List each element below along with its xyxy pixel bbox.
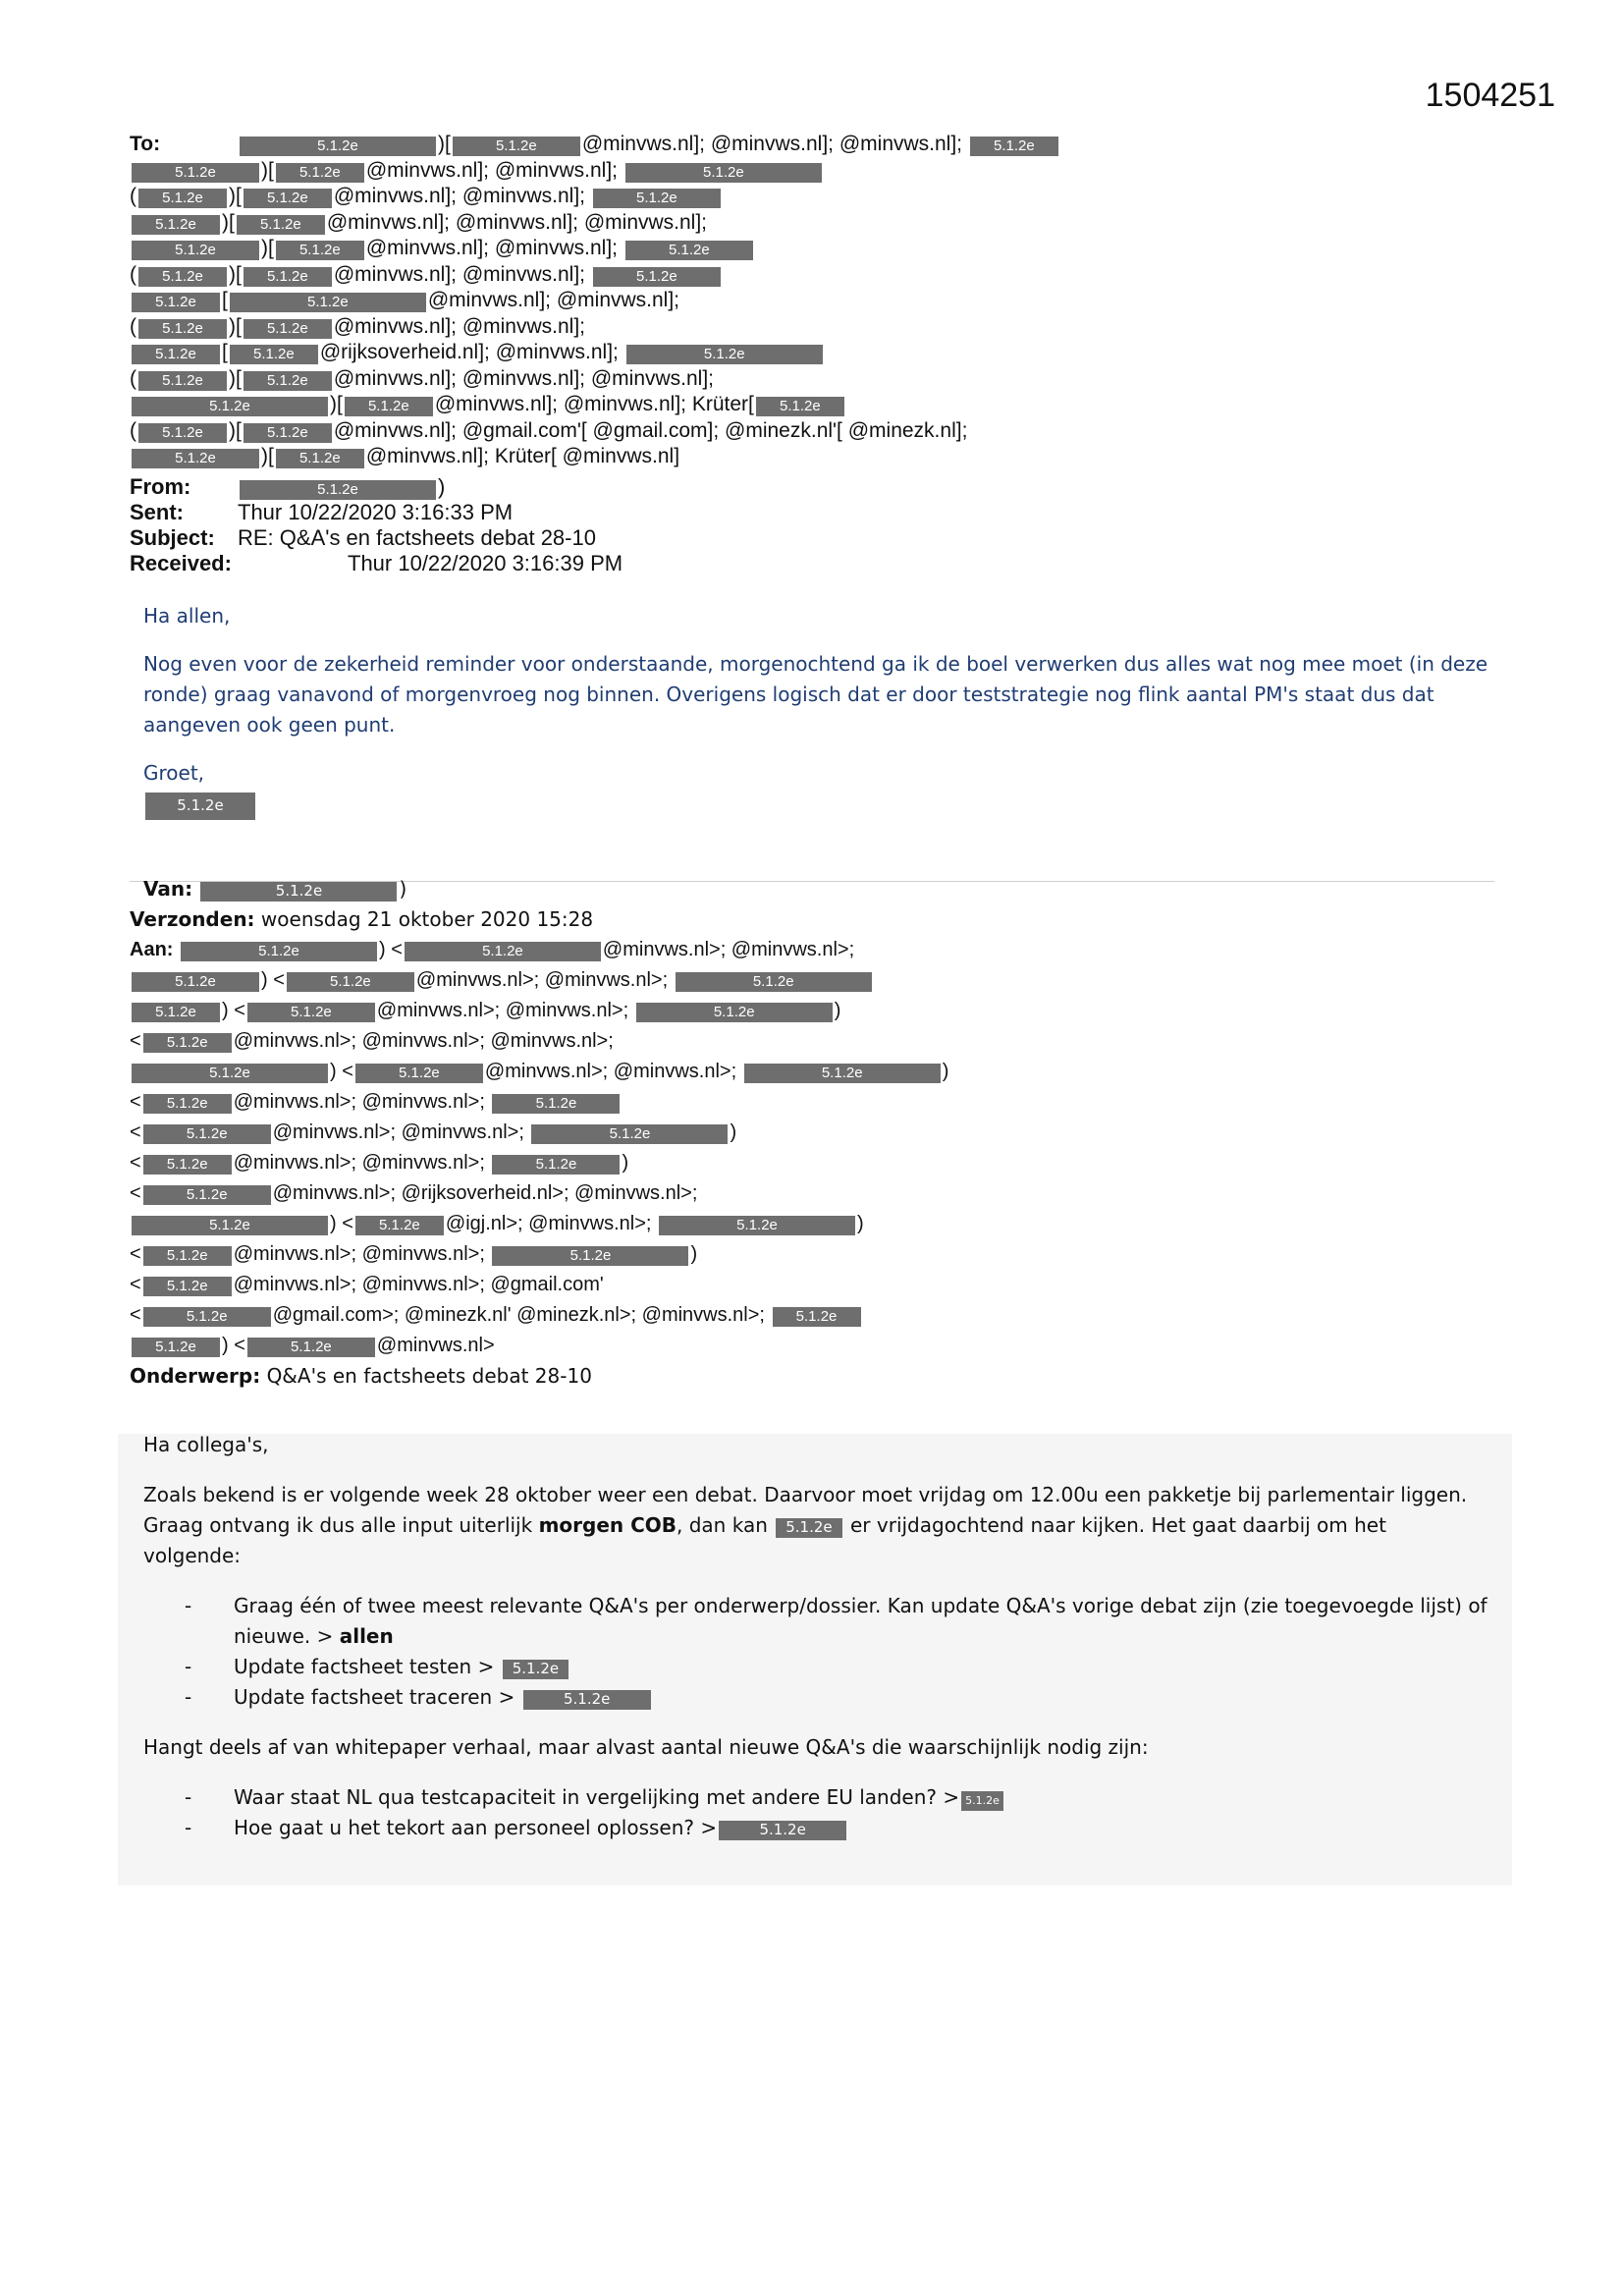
redaction: 5.1.2e — [492, 1094, 620, 1114]
to-line-text: @minvws.nl]; @minvws.nl]; @minvws.nl]; — [333, 366, 715, 390]
redaction: 5.1.2e — [181, 942, 377, 961]
forwarded-body — [143, 1430, 1489, 1863]
redaction: 5.1.2e — [405, 942, 601, 961]
redaction: 5.1.2e — [492, 1246, 688, 1266]
aan-line: < 5.1.2e @minvws.nl>; @minvws.nl>; 5.1.2e ) — [130, 1152, 629, 1174]
redaction: 5.1.2e — [523, 1690, 651, 1710]
redaction: 5.1.2e — [143, 1155, 232, 1175]
redaction: 5.1.2e — [355, 1064, 483, 1083]
redaction: 5.1.2e — [287, 972, 414, 992]
redaction: 5.1.2e — [240, 480, 436, 500]
redaction: 5.1.2e — [744, 1064, 941, 1083]
to-line-text: @minvws.nl]; @minvws.nl]; — [365, 237, 619, 259]
redaction: 5.1.2e — [625, 241, 753, 260]
redaction: 5.1.2e — [132, 345, 220, 364]
redaction: 5.1.2e — [244, 423, 332, 443]
sent-row — [130, 500, 623, 525]
redaction: 5.1.2e — [145, 793, 255, 820]
aan-line-text: @minvws.nl> — [376, 1335, 495, 1356]
redaction: 5.1.2e — [244, 189, 332, 208]
redaction: 5.1.2e — [719, 1821, 846, 1840]
redaction: 5.1.2e — [143, 1033, 232, 1053]
redaction: 5.1.2e — [247, 1338, 375, 1357]
redaction: 5.1.2e — [503, 1660, 568, 1679]
redaction: 5.1.2e — [244, 319, 332, 339]
aan-line-text: @minvws.nl>; @minvws.nl>; — [233, 1091, 485, 1113]
redaction: 5.1.2e — [961, 1791, 1003, 1811]
list-item — [143, 1682, 1489, 1713]
to-line-text: @minvws.nl]; @minvws.nl]; — [333, 262, 586, 286]
aan-line: Aan: 5.1.2e ) < 5.1.2e @minvws.nl>; @minvws.nl>; — [130, 939, 855, 960]
para1-text-b: , dan kan — [677, 1513, 775, 1537]
redaction: 5.1.2e — [132, 449, 259, 468]
redaction: 5.1.2e — [970, 137, 1058, 156]
forwarded-paragraph-1 — [143, 1480, 1489, 1571]
redaction: 5.1.2e — [138, 189, 227, 208]
aan-line: 5.1.2e ) < 5.1.2e @igj.nl>; @minvws.nl>; 5.1.2e ) — [130, 1209, 1504, 1239]
redaction: 5.1.2e — [756, 397, 844, 416]
sent-value: Thur 10/22/2020 3:16:33 PM — [238, 500, 514, 524]
subject-value: RE: Q&A's en factsheets debat 28-10 — [238, 525, 596, 550]
aan-line: < 5.1.2e @minvws.nl>; @minvws.nl>; 5.1.2e ) — [130, 1121, 737, 1143]
redaction: 5.1.2e — [143, 1307, 271, 1327]
redaction: 5.1.2e — [492, 1155, 620, 1175]
redaction: 5.1.2e — [143, 1094, 232, 1114]
redaction: 5.1.2e — [625, 163, 822, 183]
redaction: 5.1.2e — [659, 1216, 855, 1235]
redaction: 5.1.2e — [143, 1277, 232, 1296]
aan-line: 5.1.2e ) < 5.1.2e @minvws.nl>; @minvws.nl>; 5.1.2e ) — [130, 996, 1504, 1026]
aan-line: 5.1.2e ) < 5.1.2e @minvws.nl>; @minvws.nl>; 5.1.2e ) — [130, 1057, 1504, 1087]
redaction: 5.1.2e — [636, 1003, 833, 1022]
to-line-text: @minvws.nl]; @minvws.nl]; — [333, 185, 586, 207]
redaction: 5.1.2e — [453, 137, 580, 156]
aan-line-text: @minvws.nl>; @minvws.nl>; @gmail.com' — [233, 1274, 604, 1295]
to-line: ( 5.1.2e )[ 5.1.2e @minvws.nl]; @minvws.nl]; 5.1.2e — [130, 184, 1504, 210]
to-line: 5.1.2e )[ 5.1.2e @minvws.nl]; @minvws.nl]; 5.1.2e — [130, 158, 1504, 185]
aan-line-text: @minvws.nl>; @rijksoverheid.nl>; @minvws.nl>; — [272, 1182, 698, 1204]
question-list — [143, 1782, 1489, 1843]
redaction: 5.1.2e — [138, 267, 227, 287]
redaction: 5.1.2e — [355, 1216, 444, 1235]
redaction: 5.1.2e — [345, 397, 433, 416]
verzonden-label: Verzonden: — [130, 907, 255, 931]
from-row: From: 5.1.2e ) — [130, 474, 446, 499]
redaction: 5.1.2e — [247, 1003, 375, 1022]
subject-label: Subject: — [130, 525, 215, 550]
redaction: 5.1.2e — [593, 189, 721, 208]
van-row: Van: 5.1.2e ) — [143, 877, 407, 901]
aan-line: 5.1.2e ) < 5.1.2e @minvws.nl>; @minvws.nl>; 5.1.2e — [130, 965, 1504, 996]
to-line: 5.1.2e )[ 5.1.2e @minvws.nl]; @minvws.nl]; @minvws.nl]; — [130, 210, 1504, 237]
to-line: To: 5.1.2e )[ 5.1.2e @minvws.nl]; @minvws.nl]; @minvws.nl]; 5.1.2e — [130, 132, 1504, 158]
redaction: 5.1.2e — [132, 972, 259, 992]
redaction: 5.1.2e — [132, 397, 328, 416]
to-line-text: @minvws.nl]; @minvws.nl]; — [427, 289, 680, 311]
list-item — [143, 1652, 1489, 1682]
reply-body — [143, 601, 1498, 820]
list-item-text: Update factsheet traceren > — [234, 1685, 521, 1709]
list-item-text: Graag één of twee meest relevante Q&A's per onderwerp/dossier. Kan update Q&A's vorige debat zijn (zie toegevoegde lijst) of nieuwe. > — [234, 1594, 1488, 1648]
to-line-text: @minvws.nl]; @gmail.com'[ @gmail.com]; @minezk.nl'[ @minezk.nl]; — [333, 418, 968, 442]
redaction: 5.1.2e — [626, 345, 823, 364]
aan-line: 5.1.2e ) < 5.1.2e @minvws.nl> — [130, 1331, 1504, 1361]
redaction: 5.1.2e — [230, 293, 426, 312]
to-line-text: @minvws.nl]; @minvws.nl]; Krüter[ — [434, 393, 754, 415]
redaction: 5.1.2e — [531, 1124, 728, 1144]
message-meta — [130, 474, 623, 576]
aan-line: < 5.1.2e @minvws.nl>; @minvws.nl>; 5.1.2e — [130, 1087, 1504, 1118]
redaction: 5.1.2e — [200, 882, 397, 902]
aan-line-text: @igj.nl>; @minvws.nl>; — [445, 1213, 652, 1234]
list-item — [143, 1782, 1489, 1813]
aan-line-text: @minvws.nl>; @minvws.nl>; — [415, 969, 669, 991]
redaction: 5.1.2e — [132, 1216, 328, 1235]
redaction: 5.1.2e — [773, 1307, 861, 1327]
to-line: 5.1.2e )[ 5.1.2e @minvws.nl]; @minvws.nl]; 5.1.2e — [130, 236, 1504, 262]
to-line: ( 5.1.2e )[ 5.1.2e @minvws.nl]; @gmail.com'[ @gmail.com]; @minezk.nl'[ @minezk.nl]; — [130, 418, 968, 442]
redaction: 5.1.2e — [132, 163, 259, 183]
aan-line-text: @minvws.nl>; @minvws.nl>; @minvws.nl>; — [233, 1030, 614, 1052]
redaction: 5.1.2e — [132, 215, 220, 235]
redaction: 5.1.2e — [132, 293, 220, 312]
aan-line-text: @gmail.com>; @minezk.nl' @minezk.nl>; @minvws.nl>; — [272, 1304, 765, 1326]
forwarded-paragraph-2: Hangt deels af van whitepaper verhaal, maar alvast aantal nieuwe Q&A's die waarschijnlijk nodig zijn: — [143, 1735, 1149, 1759]
redaction: 5.1.2e — [143, 1124, 271, 1144]
subject-row — [130, 525, 623, 551]
redaction: 5.1.2e — [138, 319, 227, 339]
redaction: 5.1.2e — [676, 972, 872, 992]
redaction: 5.1.2e — [132, 1064, 328, 1083]
verzonden-value: woensdag 21 oktober 2020 15:28 — [260, 907, 594, 931]
list-item-text: Update factsheet testen > — [234, 1655, 501, 1678]
forwarded-greeting: Ha collega's, — [143, 1433, 269, 1456]
aan-block — [130, 935, 1504, 1361]
redaction: 5.1.2e — [276, 449, 364, 468]
aan-line: < 5.1.2e @minvws.nl>; @minvws.nl>; 5.1.2e ) — [130, 1243, 698, 1265]
redaction: 5.1.2e — [138, 423, 227, 443]
to-line-text: @minvws.nl]; @minvws.nl]; — [365, 158, 619, 182]
redaction: 5.1.2e — [240, 137, 436, 156]
redaction: 5.1.2e — [244, 371, 332, 391]
to-line-text: @minvws.nl]; Krüter[ @minvws.nl] — [365, 445, 680, 467]
aan-line-text: @minvws.nl>; @minvws.nl>; — [233, 1243, 485, 1265]
signature-redaction — [143, 789, 1498, 820]
onderwerp-label: Onderwerp: — [130, 1364, 261, 1388]
redaction: 5.1.2e — [244, 267, 332, 287]
to-label: To: — [130, 133, 161, 155]
to-line: 5.1.2e [ 5.1.2e @minvws.nl]; @minvws.nl]; — [130, 288, 1504, 314]
to-line-text: @rijksoverheid.nl]; @minvws.nl]; — [319, 341, 619, 363]
to-line-text: @minvws.nl]; @minvws.nl]; @minvws.nl]; — [326, 210, 708, 234]
reply-paragraph: Nog even voor de zekerheid reminder voor onderstaande, morgenochtend ga ik de boel verwerken dus alles wat nog mee moet (in deze ronde) graag vanavond of morgenvroeg nog binnen. Overigens logisch dat er door teststrategie nog flink aantal PM's staat dus dat aangeven ook geen punt. — [143, 652, 1489, 737]
redaction: 5.1.2e — [132, 1003, 220, 1022]
aan-line: < 5.1.2e @minvws.nl>; @minvws.nl>; @minvws.nl>; — [130, 1030, 614, 1052]
onderwerp-row — [130, 1361, 1504, 1392]
para1-text-a: Zoals bekend is er volgende week 28 oktober weer een debat. Daarvoor moet vrijdag om 12.00u een pakketje bij parlementair liggen. Graag ontvang ik dus alle input uiterlijk — [143, 1483, 1468, 1537]
redaction: 5.1.2e — [276, 163, 364, 183]
redaction: 5.1.2e — [132, 241, 259, 260]
redaction: 5.1.2e — [230, 345, 318, 364]
aan-line-text: @minvws.nl>; @minvws.nl>; — [484, 1061, 737, 1082]
list-item — [143, 1813, 1489, 1843]
task-list — [143, 1591, 1489, 1713]
verzonden-row — [130, 904, 1504, 935]
aan-line-text: @minvws.nl>; @minvws.nl>; — [602, 939, 855, 960]
to-line-text: @minvws.nl]; @minvws.nl]; @minvws.nl]; — [581, 133, 963, 155]
received-label: Received: — [130, 551, 232, 575]
to-line: ( 5.1.2e )[ 5.1.2e @minvws.nl]; @minvws.nl]; 5.1.2e — [130, 262, 1504, 289]
question-text: Waar staat NL qua testcapaciteit in vergelijking met andere EU landen? > — [234, 1785, 960, 1809]
para1-bold: morgen COB — [538, 1513, 677, 1537]
to-line-text: @minvws.nl]; @minvws.nl]; — [333, 314, 586, 338]
redaction: 5.1.2e — [237, 215, 325, 235]
redaction: 5.1.2e — [276, 241, 364, 260]
aan-line-text: @minvws.nl>; @minvws.nl>; — [233, 1152, 485, 1174]
to-line: 5.1.2e )[ 5.1.2e @minvws.nl]; Krüter[ @minvws.nl] — [130, 444, 1504, 470]
redaction: 5.1.2e — [593, 267, 721, 287]
redaction: 5.1.2e — [138, 371, 227, 391]
list-item — [143, 1591, 1489, 1652]
list-item-bold: allen — [339, 1624, 394, 1648]
aan-line: < 5.1.2e @gmail.com>; @minezk.nl' @minezk.nl>; @minvws.nl>; 5.1.2e — [130, 1300, 1504, 1331]
from-label: From: — [130, 474, 191, 499]
reply-closing: Groet, — [143, 761, 205, 785]
received-value: Thur 10/22/2020 3:16:39 PM — [348, 551, 623, 575]
to-line: 5.1.2e )[ 5.1.2e @minvws.nl]; @minvws.nl]; Krüter[ 5.1.2e — [130, 392, 1504, 418]
to-line: ( 5.1.2e )[ 5.1.2e @minvws.nl]; @minvws.nl]; @minvws.nl]; — [130, 366, 715, 390]
redaction: 5.1.2e — [143, 1246, 232, 1266]
redaction: 5.1.2e — [132, 1338, 220, 1357]
sent-label: Sent: — [130, 500, 184, 524]
forwarded-header — [130, 874, 1504, 1392]
aan-line: < 5.1.2e @minvws.nl>; @rijksoverheid.nl>; @minvws.nl>; — [130, 1182, 698, 1204]
to-line: ( 5.1.2e )[ 5.1.2e @minvws.nl]; @minvws.nl]; — [130, 314, 586, 338]
to-header — [130, 132, 1504, 470]
reply-greeting: Ha allen, — [143, 604, 231, 628]
van-label: Van: — [143, 877, 193, 901]
document-id: 1504251 — [1425, 77, 1555, 114]
redaction: 5.1.2e — [776, 1518, 841, 1538]
para1-text-c: er vrijdagochtend naar kijken. Het gaat daarbij om het volgende: — [143, 1513, 1386, 1567]
redaction: 5.1.2e — [143, 1185, 271, 1205]
to-line: 5.1.2e [ 5.1.2e @rijksoverheid.nl]; @minvws.nl]; 5.1.2e — [130, 340, 1504, 366]
aan-label: Aan: — [130, 939, 174, 960]
aan-line-text: @minvws.nl>; @minvws.nl>; — [272, 1121, 524, 1143]
aan-line: < 5.1.2e @minvws.nl>; @minvws.nl>; @gmail.com' — [130, 1274, 604, 1295]
aan-line-text: @minvws.nl>; @minvws.nl>; — [376, 1000, 629, 1021]
received-row — [130, 551, 623, 576]
question-text: Hoe gaat u het tekort aan personeel oplossen? > — [234, 1816, 718, 1839]
onderwerp-value: Q&A's en factsheets debat 28-10 — [266, 1364, 592, 1388]
